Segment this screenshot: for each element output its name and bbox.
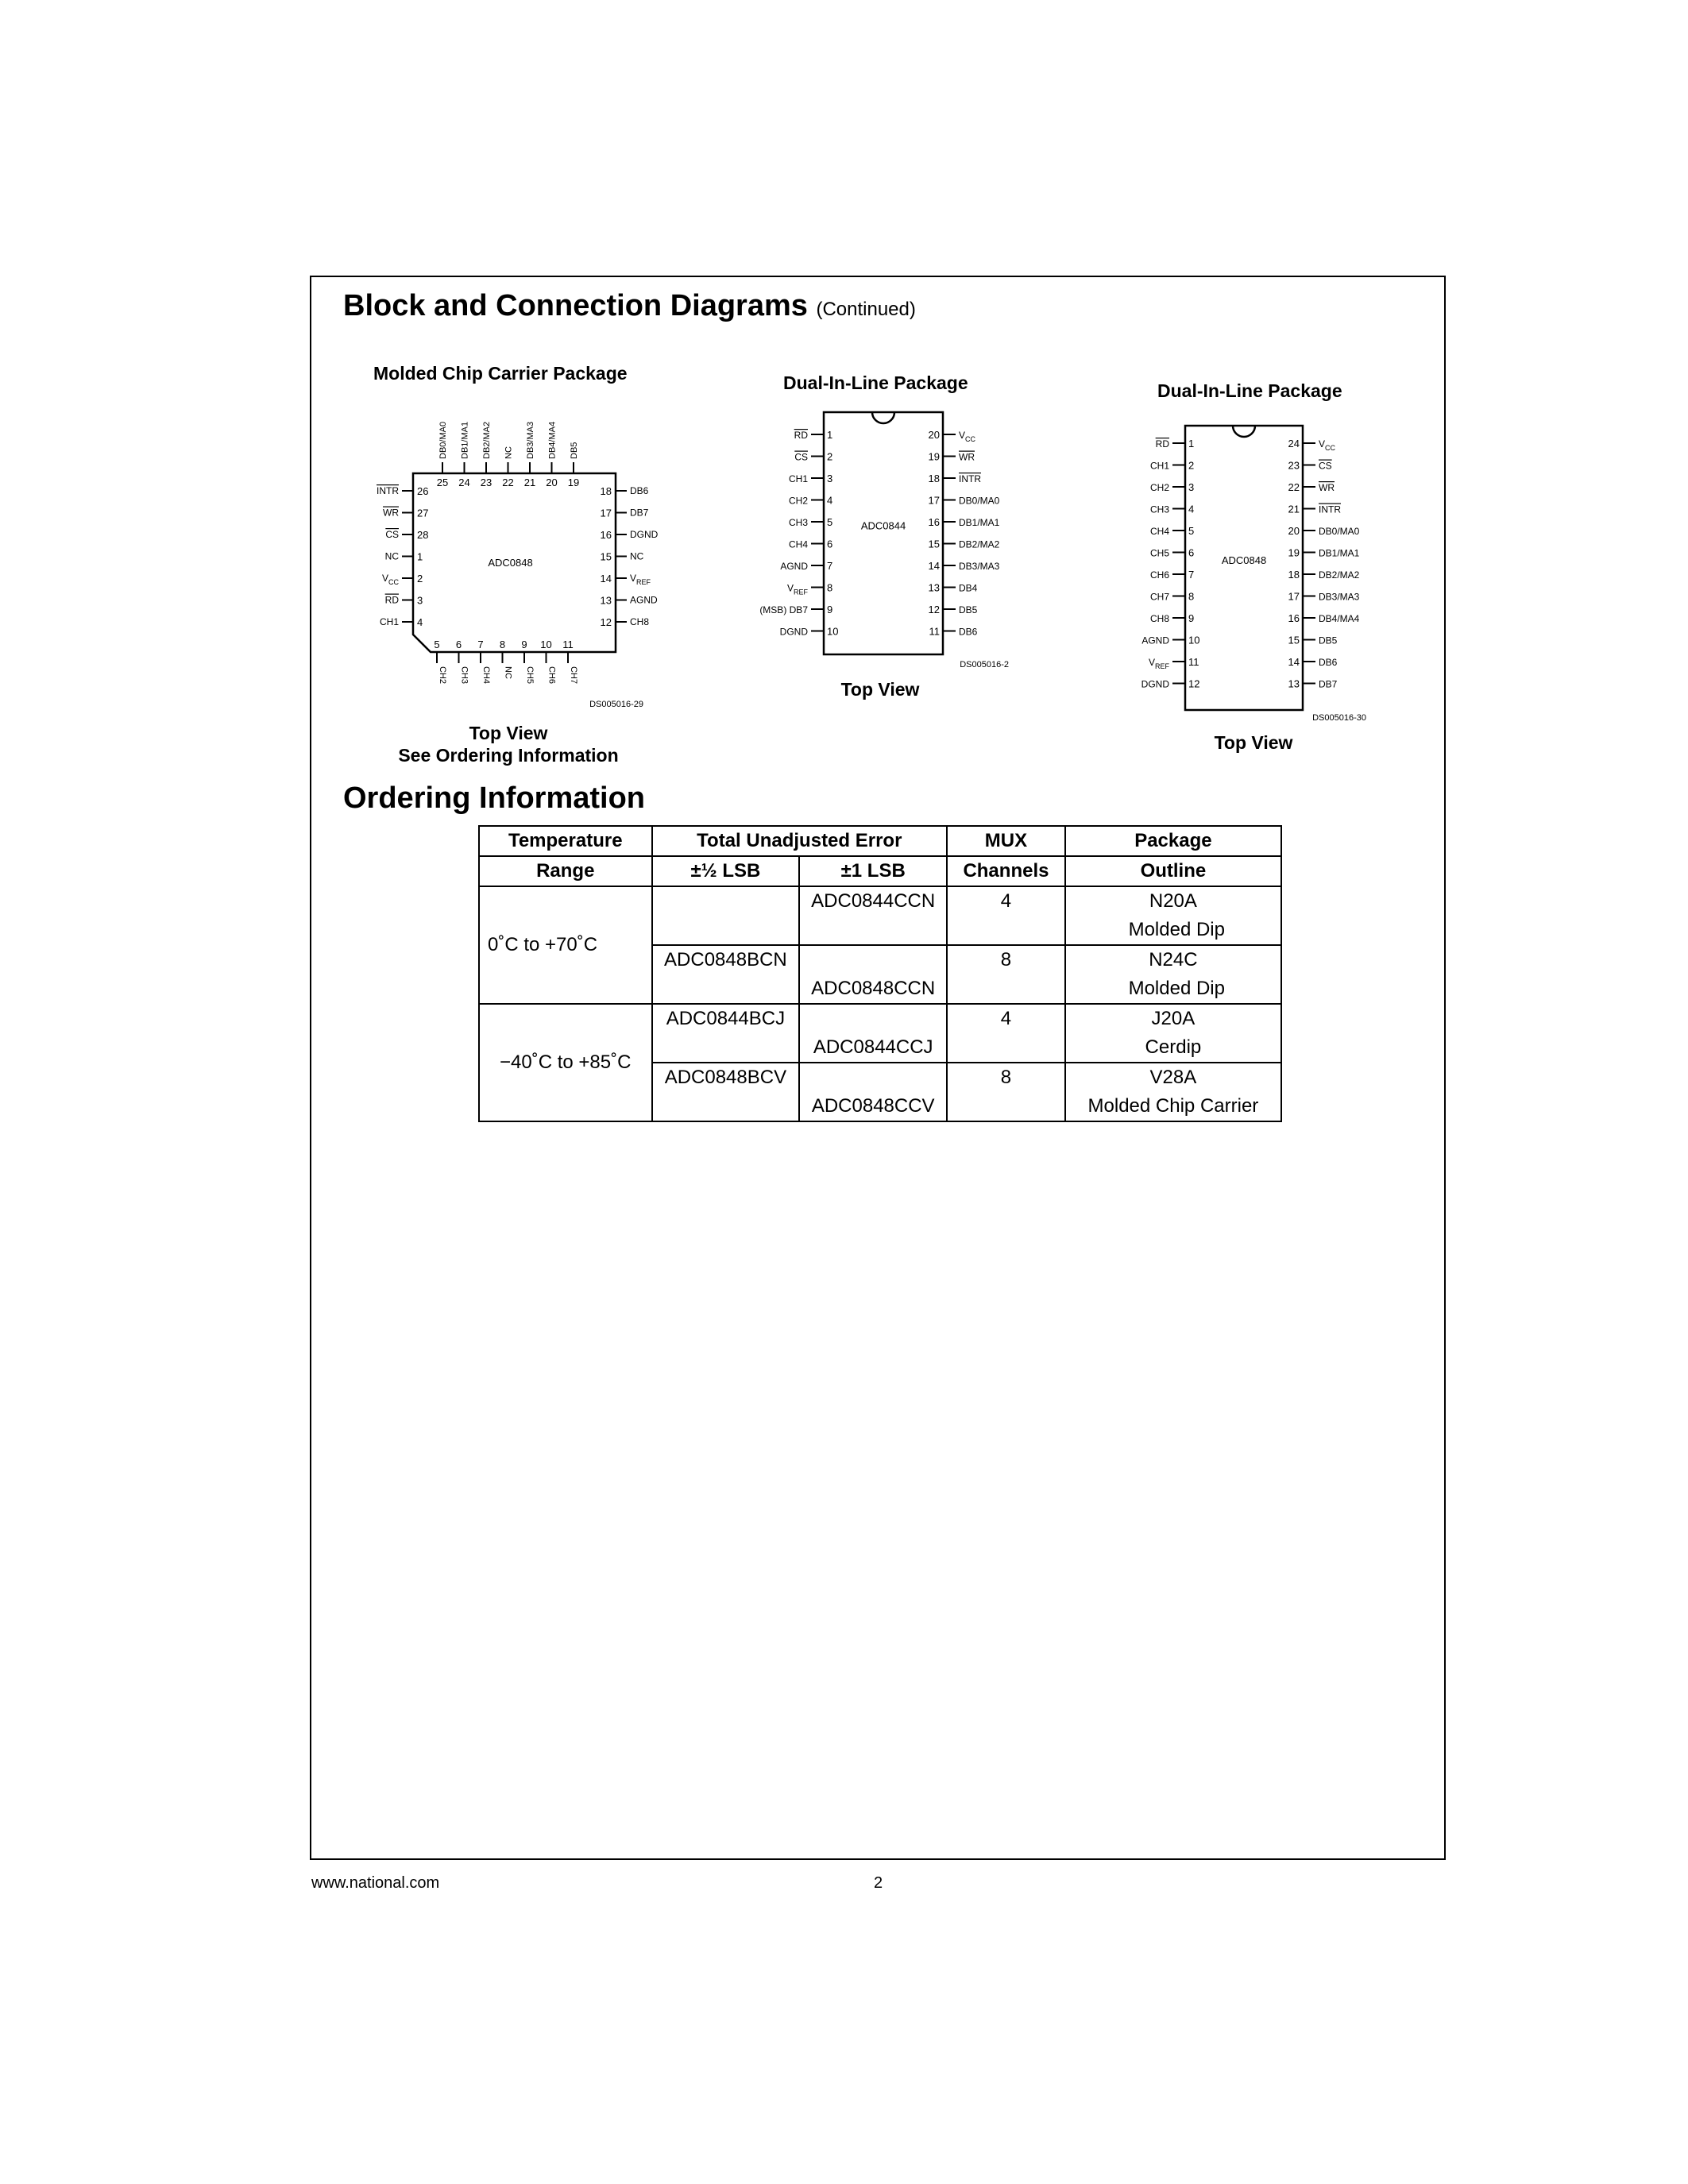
pin-label: DB4/MA4 (1319, 613, 1360, 624)
pin-number: 6 (1188, 546, 1195, 559)
pin-label: INTR (1319, 504, 1341, 515)
pin-number: 21 (1288, 503, 1300, 515)
empty-cell (799, 945, 947, 974)
pin-label: WR (959, 451, 975, 463)
pin-label: CS (1319, 460, 1332, 472)
pin-label: DB3/MA3 (959, 561, 1000, 572)
pin-number: 22 (502, 477, 514, 488)
pin-number: 11 (562, 639, 574, 650)
pin-number: 13 (1288, 677, 1300, 690)
pin-number: 5 (827, 516, 833, 528)
pin-number: 13 (928, 581, 940, 594)
ordering-table (478, 825, 1282, 1122)
pin-number: 26 (417, 485, 429, 497)
dip-body (824, 412, 943, 654)
package-desc-cell: Molded Dip (1065, 974, 1281, 1004)
header-mux: MUX (947, 826, 1065, 856)
header-total-unadjusted-error: Total Unadjusted Error (652, 826, 948, 856)
pin-label: CH1 (379, 616, 399, 627)
empty-cell (947, 916, 1065, 945)
pin-label: CH2 (788, 495, 808, 507)
pin-label: DB6 (630, 485, 649, 496)
pin-number: 11 (929, 625, 940, 638)
pin-label: NC (630, 550, 644, 562)
plcc-diagram (342, 389, 659, 707)
pin-label: $V_{CC}$ (959, 430, 976, 443)
pin-label: CH2 (438, 666, 447, 685)
pin-label: DB5 (570, 442, 579, 459)
header-half-lsb: ±½ LSB (652, 856, 800, 886)
pin-number: 15 (600, 550, 612, 563)
mux-cell: 4 (947, 1004, 1065, 1033)
page-number: 2 (874, 1874, 883, 1892)
pin-label: DB4 (959, 582, 978, 594)
half-lsb-cell (652, 886, 800, 916)
dip20-caption-top-view: Top View (840, 679, 920, 700)
pin-number: 4 (1188, 503, 1195, 515)
pin-label: DB5 (959, 604, 978, 615)
table-row (479, 886, 1281, 916)
pin-label: CH7 (569, 666, 578, 685)
empty-cell (652, 974, 800, 1004)
pin-number: 6 (455, 639, 462, 650)
pin-label: AGND (630, 594, 658, 606)
empty-cell (799, 916, 947, 945)
pin-number: 1 (417, 550, 423, 563)
package-code-cell: J20A (1065, 1004, 1281, 1033)
empty-cell (947, 974, 1065, 1004)
one-lsb-cell: ADC0848CCN (799, 974, 947, 1004)
pin-label: DB2/MA2 (1319, 569, 1360, 581)
pin-label: DB6 (1319, 657, 1338, 668)
pin-label: RD (794, 430, 808, 441)
pin-label: CH1 (1149, 460, 1169, 472)
pin-number: 2 (417, 573, 423, 585)
pin-number: 2 (1188, 459, 1195, 472)
dip24-diagram (1128, 413, 1398, 727)
header-temperature: Temperature (479, 826, 652, 856)
pin-label: DB6 (959, 626, 978, 638)
pin-label: DB1/MA1 (460, 421, 470, 459)
temperature-range-cell: −40˚C to +85˚C (479, 1004, 652, 1121)
pin-number: 10 (827, 625, 839, 638)
pin-number: 19 (928, 450, 940, 463)
dip24-title: Dual-In-Line Package (1157, 380, 1342, 401)
pin-label: (MSB) DB7 (759, 604, 808, 615)
half-lsb-cell: ADC0848BCN (652, 945, 800, 974)
empty-cell (947, 1092, 1065, 1121)
empty-cell (799, 1063, 947, 1092)
pin-number: 12 (600, 616, 612, 628)
pin-number: 12 (1188, 677, 1200, 690)
header-one-lsb: ±1 LSB (799, 856, 947, 886)
pin-number: 1 (1188, 438, 1195, 450)
pin-label: RD (384, 594, 399, 606)
pin-number: 16 (600, 529, 612, 541)
package-code-cell: N20A (1065, 886, 1281, 916)
pin-label: DB2/MA2 (959, 538, 1000, 550)
dip24-caption-top-view: Top View (1214, 732, 1293, 753)
pin-number: 3 (1188, 481, 1195, 493)
pin-label: CH2 (1149, 482, 1169, 493)
pin-number: 14 (928, 560, 940, 572)
pin-label: DB0/MA0 (959, 495, 1000, 507)
section-title: Block and Connection Diagrams (343, 289, 808, 322)
package-desc-cell: Molded Dip (1065, 916, 1281, 945)
section-heading-diagrams (343, 289, 916, 323)
one-lsb-cell: ADC0848CCV (799, 1092, 947, 1121)
package-code-cell: V28A (1065, 1063, 1281, 1092)
pin-number: 14 (600, 573, 612, 585)
pin-label: DB7 (630, 507, 649, 519)
pin-number: 8 (827, 581, 833, 594)
plcc-caption-ordering: See Ordering Information (398, 745, 619, 766)
pin-label: DB1/MA1 (959, 517, 1000, 528)
ordering-title: Ordering Information (343, 781, 645, 815)
pin-label: CS (794, 451, 808, 463)
pin-number: 18 (1288, 569, 1300, 581)
pin-label: WR (383, 507, 399, 519)
pin-label: NC (384, 550, 399, 562)
pin-label: INTR (959, 473, 981, 484)
pin-number: 1 (827, 429, 833, 441)
footer-url[interactable]: www.national.com (311, 1874, 440, 1892)
pin-label: RD (1155, 438, 1169, 450)
pin-number: 21 (523, 477, 536, 488)
pin-label: DB0/MA0 (438, 421, 448, 459)
empty-cell (947, 1033, 1065, 1063)
pin-label: CH3 (459, 666, 469, 685)
mux-cell: 8 (947, 1063, 1065, 1092)
pin-number: 5 (434, 639, 440, 650)
pin-number: 2 (827, 450, 833, 463)
half-lsb-cell: ADC0844BCJ (652, 1004, 800, 1033)
plcc-ref: DS005016-29 (589, 700, 643, 707)
dip20-title: Dual-In-Line Package (783, 372, 968, 393)
pin-number: 19 (1288, 546, 1300, 559)
pin-number: 15 (1288, 634, 1300, 646)
pin-number: 22 (1288, 481, 1300, 493)
pin-number: 7 (827, 560, 833, 572)
pin-label: NC (504, 446, 514, 459)
pin-number: 4 (827, 494, 833, 507)
pin-number: 3 (827, 473, 833, 484)
header-package: Package (1065, 826, 1281, 856)
empty-cell (799, 1004, 947, 1033)
pin-label: $V_{CC}$ (381, 573, 399, 586)
pin-number: 5 (1188, 525, 1195, 537)
pin-label: DB0/MA0 (1319, 526, 1360, 537)
pin-number: 23 (480, 477, 492, 488)
pin-label: CH3 (1149, 504, 1169, 515)
one-lsb-cell: ADC0844CCJ (799, 1033, 947, 1063)
pin-number: 19 (567, 477, 580, 488)
pin-number: 16 (928, 516, 940, 528)
pin-label: AGND (780, 561, 808, 572)
pin-label: DGND (779, 626, 808, 638)
pin-label: DB1/MA1 (1319, 547, 1360, 559)
pin-label: $V_{CC}$ (1319, 438, 1336, 452)
pin-number: 18 (928, 473, 940, 484)
pin-number: 20 (1288, 525, 1300, 537)
pin-label: CH4 (1149, 526, 1169, 537)
dip-notch (872, 412, 894, 423)
plcc-chip-label: ADC0848 (488, 557, 533, 569)
table-row (479, 1004, 1281, 1033)
pin-number: 27 (417, 507, 429, 519)
pin-number: 17 (928, 494, 940, 507)
empty-cell (652, 1092, 800, 1121)
dip-notch (1233, 426, 1255, 437)
pin-label: $V_{REF}$ (1148, 657, 1169, 670)
dip-body (1185, 426, 1303, 710)
pin-label: CH3 (788, 517, 808, 528)
pin-label: CS (385, 529, 399, 540)
pin-number: 7 (477, 639, 484, 650)
pin-label: DGND (1141, 678, 1169, 690)
pin-number: 13 (600, 594, 612, 607)
pin-number: 20 (546, 477, 558, 488)
plcc-caption-top-view: Top View (469, 723, 548, 743)
mux-cell: 8 (947, 945, 1065, 974)
pin-number: 18 (600, 485, 612, 497)
pin-number: 7 (1188, 569, 1195, 581)
pin-number: 17 (1288, 590, 1300, 603)
pin-label: INTR (377, 485, 399, 496)
pin-label: DB3/MA3 (526, 421, 535, 459)
header-row-1 (479, 826, 1281, 856)
dip20-diagram (731, 401, 1025, 675)
pin-number: 24 (458, 477, 470, 488)
temperature-range-cell: 0˚C to +70˚C (479, 886, 652, 1004)
pin-label: $V_{REF}$ (786, 582, 808, 596)
empty-cell (652, 916, 800, 945)
dip-ref: DS005016-2 (960, 660, 1009, 669)
pin-number: 11 (1188, 656, 1199, 668)
pin-label: DB2/MA2 (482, 421, 492, 459)
header-channels: Channels (947, 856, 1065, 886)
pin-label: CH1 (788, 473, 808, 484)
half-lsb-cell: ADC0848BCV (652, 1063, 800, 1092)
section-continued: (Continued) (816, 299, 916, 320)
pin-number: 14 (1288, 656, 1300, 668)
pin-number: 10 (540, 639, 552, 650)
empty-cell (652, 1033, 800, 1063)
pin-label: $V_{REF}$ (630, 573, 651, 586)
pin-number: 24 (1288, 438, 1300, 450)
pin-number: 15 (928, 538, 940, 550)
pin-label: DB7 (1319, 678, 1338, 690)
pin-number: 28 (417, 529, 429, 541)
pin-label: CH5 (1149, 547, 1169, 559)
package-code-cell: N24C (1065, 945, 1281, 974)
pin-label: CH4 (788, 538, 808, 550)
pin-label: WR (1319, 482, 1335, 493)
pin-label: DB5 (1319, 635, 1338, 646)
pin-number: 3 (417, 594, 423, 607)
pin-label: CH5 (525, 666, 535, 685)
plcc-title: Molded Chip Carrier Package (373, 363, 628, 384)
dip-chip-label: ADC0848 (1221, 554, 1267, 566)
pin-label: CH8 (630, 616, 650, 627)
dip-ref: DS005016-30 (1312, 713, 1366, 723)
pin-label: NC (503, 666, 513, 679)
pin-label: CH7 (1149, 591, 1169, 603)
pin-number: 9 (521, 639, 527, 650)
pin-label: DGND (630, 529, 659, 540)
pin-number: 8 (499, 639, 506, 650)
pin-number: 20 (928, 429, 940, 441)
pin-label: CH4 (481, 666, 491, 685)
dip-chip-label: ADC0844 (860, 519, 906, 532)
one-lsb-cell: ADC0844CCN (799, 886, 947, 916)
pin-number: 23 (1288, 459, 1300, 472)
pin-label: DB3/MA3 (1319, 591, 1360, 603)
pin-number: 16 (1288, 612, 1300, 624)
header-range: Range (479, 856, 652, 886)
pin-label: CH8 (1149, 613, 1169, 624)
pin-number: 9 (827, 604, 833, 615)
pin-number: 6 (827, 538, 833, 550)
pin-number: 17 (600, 507, 612, 519)
pin-label: DB4/MA4 (547, 421, 558, 459)
package-desc-cell: Cerdip (1065, 1033, 1281, 1063)
pin-label: CH6 (1149, 569, 1169, 581)
pin-number: 9 (1188, 612, 1195, 624)
pin-number: 12 (928, 604, 940, 615)
pin-label: AGND (1141, 635, 1169, 646)
pin-number: 10 (1188, 634, 1200, 646)
pin-number: 25 (436, 477, 449, 488)
mux-cell: 4 (947, 886, 1065, 916)
header-row-2 (479, 856, 1281, 886)
header-outline: Outline (1065, 856, 1281, 886)
package-desc-cell: Molded Chip Carrier (1065, 1092, 1281, 1121)
pin-number: 4 (417, 616, 423, 628)
pin-label: CH6 (547, 666, 557, 685)
pin-number: 8 (1188, 590, 1195, 603)
